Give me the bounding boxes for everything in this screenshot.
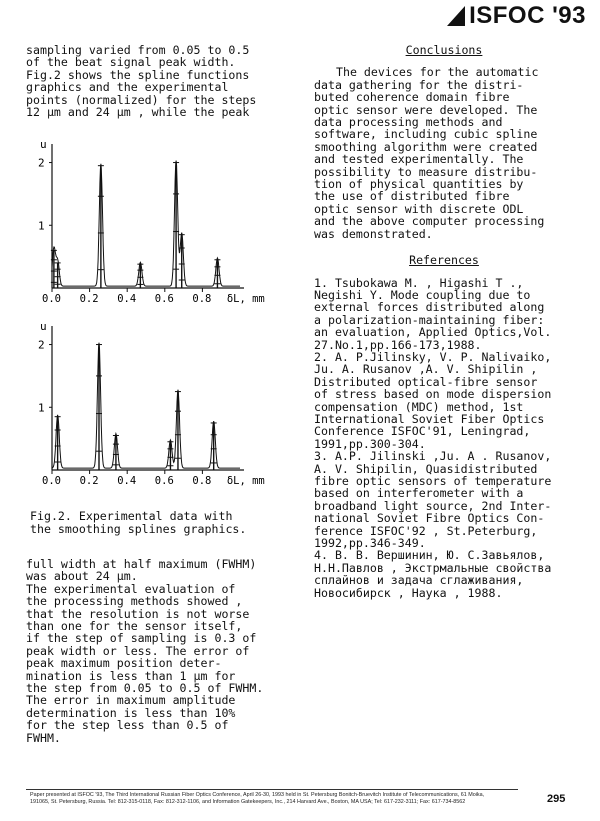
- text-line: a polarization-maintaining fiber:: [314, 312, 545, 327]
- text-line: an evaluation, Applied Optics,Vol.: [314, 325, 552, 340]
- spline-plot-step-12um: [30, 140, 280, 315]
- left-column-bottom-text: [26, 558, 281, 744]
- text-line: determination is less than 10%: [26, 705, 236, 720]
- x-tick-label: 0.0: [42, 475, 61, 487]
- text-line: buted coherence domain fibre: [314, 90, 510, 105]
- footer-line: 191065, St. Petersburg, Russia. Tel: 812-315-0118, Fax: 812-312-1106, and Information Gatekeepers, Inc., 214 Harvard Ave., Boston, MA USA; Tel: 617-232-3111; Fax: 617-734-8562: [30, 799, 466, 805]
- x-tick-label: 0.2: [79, 293, 99, 305]
- figure-caption: [30, 510, 290, 536]
- text-line: Negishi Y. Mode coupling due to: [314, 287, 531, 302]
- text-line: fibre optic sensors of temperature: [314, 474, 552, 488]
- x-tick-label: 0.4: [117, 293, 137, 305]
- text-line: graphics and the experimental: [26, 80, 229, 95]
- x-tick-label: 0.8: [192, 293, 212, 305]
- text-line: mination is less than 1 μm for: [26, 668, 236, 683]
- text-line: peak maximum position deter-: [26, 656, 222, 671]
- x-tick-label: 0.6: [154, 293, 174, 305]
- text-line: full width at half maximum (FWHM): [26, 557, 257, 571]
- text-line: 1992,pp.346-349.: [314, 536, 426, 551]
- text-line: possibility to measure distribu-: [314, 164, 538, 179]
- conclusions-heading: Conclusions: [405, 43, 483, 57]
- reference-item: [314, 450, 574, 549]
- y-tick-label: 1: [38, 219, 45, 233]
- x-axis-label: δL, mm: [226, 293, 265, 305]
- reference-item: [314, 351, 574, 450]
- footer-line: Paper presented at ISFOC '93, The Third International Russian Fiber Optics Conference, April 26-30, 1993 held in St. Petersburg Bonitch-Bruevitch Institute of Telecommunications, 61 Moika,: [30, 792, 485, 798]
- text-line: International Soviet Fiber Optics: [314, 411, 545, 426]
- x-tick-label: 0.4: [117, 475, 137, 487]
- text-line: tion of physical quantities by: [314, 177, 524, 192]
- x-tick-label: 0.0: [42, 293, 61, 305]
- text-line: based on interferometer with a: [314, 486, 524, 501]
- text-line: broadband light source, 2nd Inter-: [314, 498, 552, 513]
- text-line: 1991,pp.300-304.: [314, 436, 426, 451]
- text-line: 4. В. В. Вершинин, Ю. С.Завьялов,: [314, 548, 545, 563]
- text-line: Ju. A. Rusanov ,A. V. Shipilin ,: [314, 362, 538, 377]
- text-line: optic sensor with discrete ODL: [314, 201, 524, 216]
- text-line: 12 μm and 24 μm , while the peak: [26, 105, 250, 120]
- text-line: Distributed optical-fibre sensor: [314, 374, 538, 389]
- text-line: points (normalized) for the steps: [26, 92, 257, 107]
- page-number: 295: [547, 793, 566, 805]
- text-line: software, including cubic spline: [314, 127, 538, 142]
- text-line: A. V. Shipilin, Quasidistributed: [314, 461, 538, 476]
- text-line: ference ISFOC'92 , St.Peterburg,: [314, 523, 538, 538]
- text-line: of the beat signal peak width.: [26, 55, 236, 70]
- text-line: of stress based on mode dispersion: [314, 387, 552, 402]
- conclusions-body: [314, 66, 574, 240]
- text-line: was demonstrated.: [314, 226, 433, 241]
- text-line: smoothing algorithm were created: [314, 139, 538, 154]
- text-line: Новосибирск , Наука , 1988.: [314, 585, 503, 600]
- text-line: and tested experimentally. The: [314, 152, 524, 167]
- text-line: for the step less than 0.5 of: [26, 718, 229, 733]
- text-line: that the resolution is not worse: [26, 606, 250, 621]
- text-line: than one for the sensor itself,: [26, 619, 243, 634]
- text-line: compensation (MDC) method, 1st: [314, 399, 524, 414]
- text-line: Conference ISFOC'91, Leningrad,: [314, 424, 531, 439]
- text-line: the use of distributed fibre: [314, 189, 510, 204]
- text-line: data processing methods and: [314, 115, 503, 130]
- text-line: The experimental evaluation of: [26, 581, 236, 596]
- y-tick-label: 2: [38, 156, 45, 170]
- text-line: The devices for the automatic: [336, 65, 539, 80]
- caption-line: the smoothing splines graphics.: [30, 522, 247, 536]
- y-tick-label: 1: [38, 401, 45, 415]
- caption-line: Fig.2. Experimental data with: [30, 509, 233, 523]
- text-line: data gathering for the distri-: [314, 77, 524, 92]
- reference-item: [314, 549, 574, 599]
- spline-curve: [52, 161, 240, 287]
- text-line: Н.Н.Павлов , Экстрмальные свойства: [314, 560, 552, 575]
- text-line: Fig.2 shows the spline functions: [26, 67, 250, 82]
- text-line: 1. Tsubokawa M. , Higashi T .,: [314, 275, 524, 290]
- y-axis-label: u: [40, 140, 47, 151]
- footer-note: [30, 792, 510, 806]
- text-line: and the above computer processing: [314, 214, 545, 229]
- text-line: 3. A.P. Jilinski ,Ju. A . Rusanov,: [314, 449, 552, 464]
- text-line: peak width or less. The error of: [26, 643, 250, 658]
- left-column-top-text: [26, 44, 281, 118]
- text-line: the processing methods showed ,: [26, 594, 243, 609]
- x-tick-label: 0.8: [192, 475, 212, 487]
- references-heading: References: [409, 253, 479, 268]
- logo-triangle-icon: [447, 6, 465, 26]
- text-line: was about 24 μm.: [26, 569, 138, 584]
- text-line: if the step of sampling is 0.3 of: [26, 631, 257, 646]
- text-line: FWHM.: [26, 730, 61, 745]
- right-column: [314, 44, 574, 599]
- reference-item: [314, 277, 574, 351]
- text-line: 2. A. P.Jilinsky, V. P. Nalivaiko,: [314, 349, 552, 364]
- y-tick-label: 2: [38, 338, 45, 352]
- text-line: The error in maximum amplitude: [26, 693, 236, 708]
- spline-plot-step-24um: [30, 322, 280, 497]
- x-tick-label: 0.6: [154, 475, 174, 487]
- isfoc-logo: [447, 2, 586, 30]
- y-axis-label: u: [40, 322, 47, 333]
- text-line: sampling varied from 0.05 to 0.5: [26, 43, 250, 57]
- logo-text: ISFOC '93: [469, 2, 586, 29]
- text-line: national Soviet Fibre Optics Con-: [314, 511, 545, 526]
- x-tick-label: 0.2: [79, 475, 99, 487]
- footer-rule: [26, 789, 518, 790]
- text-line: the step from 0.05 to 0.5 of FWHM.: [26, 681, 264, 696]
- text-line: сплайнов и задача сглаживания,: [314, 573, 524, 588]
- x-axis-label: δL, mm: [226, 475, 265, 487]
- text-line: 27.No.1,pp.166-173,1988.: [314, 337, 482, 352]
- text-line: optic sensor were developed. The: [314, 102, 538, 117]
- text-line: external forces distributed along: [314, 300, 545, 315]
